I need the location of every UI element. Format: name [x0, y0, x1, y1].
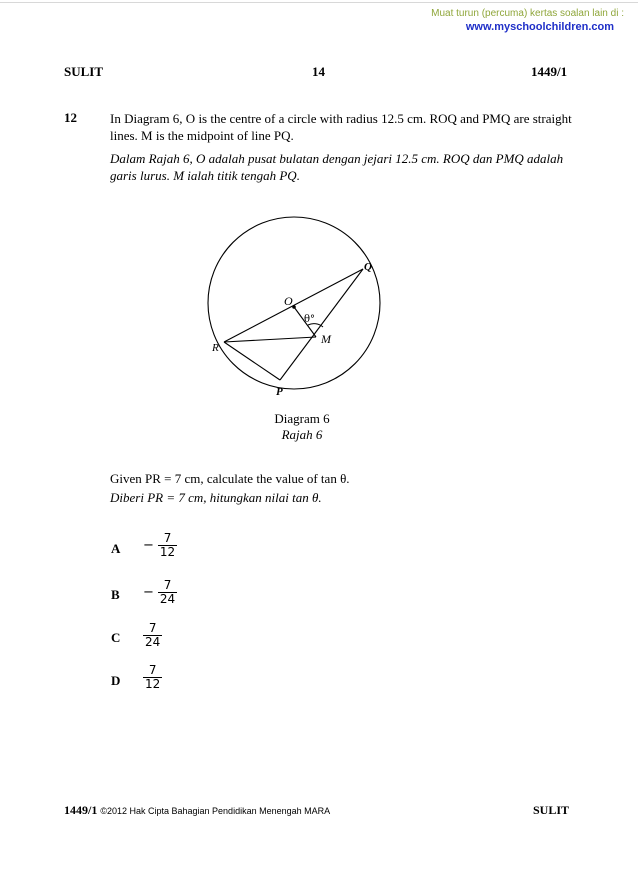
option-d[interactable] — [143, 664, 162, 691]
option-a-letter: A — [111, 541, 121, 556]
option-c-numerator: 7 — [148, 621, 157, 635]
option-b-sign: − — [143, 585, 154, 600]
option-d-denominator: 12 — [145, 677, 161, 691]
option-a-sign: − — [143, 538, 154, 553]
option-c-denominator: 24 — [145, 635, 161, 649]
label-p: P — [276, 386, 283, 398]
given-malay: Diberi PR = 7 cm, hitungkan nilai tan θ. — [110, 490, 322, 505]
label-m: M — [321, 332, 331, 346]
option-a-denominator: 12 — [159, 545, 176, 559]
diagram-caption-ms: Rajah 6 — [281, 427, 323, 442]
label-q: Q — [364, 261, 372, 273]
label-r: R — [212, 342, 219, 354]
option-d-numerator: 7 — [148, 663, 157, 677]
option-c[interactable] — [143, 622, 162, 649]
label-o: O — [284, 294, 293, 308]
malay-line-1: Dalam Rajah 6, O adalah pusat bulatan dengan jejari 12.5 cm. ROQ dan PMQ adalah — [110, 151, 564, 166]
question-number: 12 — [64, 110, 77, 125]
top-border — [0, 2, 638, 3]
line-rp — [224, 342, 280, 380]
centre-point — [292, 305, 296, 309]
diagram-caption-en: Diagram 6 — [274, 411, 330, 426]
option-b-numerator: 7 — [163, 578, 172, 592]
footer-code: 1449/1 — [64, 803, 98, 817]
line-rm — [224, 337, 316, 342]
label-theta: θ° — [304, 314, 316, 325]
option-b-letter: B — [111, 587, 120, 602]
option-d-letter: D — [111, 673, 121, 688]
given-english: Given PR = 7 cm, calculate the value of tan θ. — [110, 471, 350, 486]
header-sulit: SULIT — [64, 64, 104, 79]
footer-left — [64, 803, 330, 818]
option-c-fraction — [143, 622, 162, 649]
watermark-url[interactable]: www.myschoolchildren.com — [465, 21, 614, 33]
paper-code: 1449/1 — [531, 64, 568, 79]
watermark-text: Muat turun (percuma) kertas soalan lain di : — [431, 8, 624, 19]
circle-diagram — [190, 215, 390, 400]
option-b[interactable] — [143, 579, 177, 606]
option-b-fraction — [158, 579, 177, 606]
question-text-malay — [110, 150, 580, 184]
circle-outline — [208, 217, 380, 389]
footer-copyright: ©2012 Hak Cipta Bahagian Pendidikan Menengah MARA — [100, 806, 331, 816]
line-pmq — [280, 269, 363, 380]
option-a-numerator: 7 — [163, 531, 172, 545]
option-a-fraction — [158, 532, 177, 559]
malay-line-2: garis lurus. M ialah titik tengah PQ. — [110, 168, 300, 183]
option-a[interactable] — [143, 532, 177, 559]
page-number: 14 — [312, 64, 325, 79]
footer-sulit: SULIT — [533, 803, 570, 817]
question-text-english — [110, 110, 580, 144]
option-d-fraction — [143, 664, 162, 691]
english-line-1: In Diagram 6, O is the centre of a circle with radius 12.5 cm. ROQ and PMQ are straight — [110, 111, 572, 126]
english-line-2: lines. M is the midpoint of line PQ. — [110, 128, 294, 143]
option-b-denominator: 24 — [159, 592, 176, 606]
option-c-letter: C — [111, 630, 121, 645]
